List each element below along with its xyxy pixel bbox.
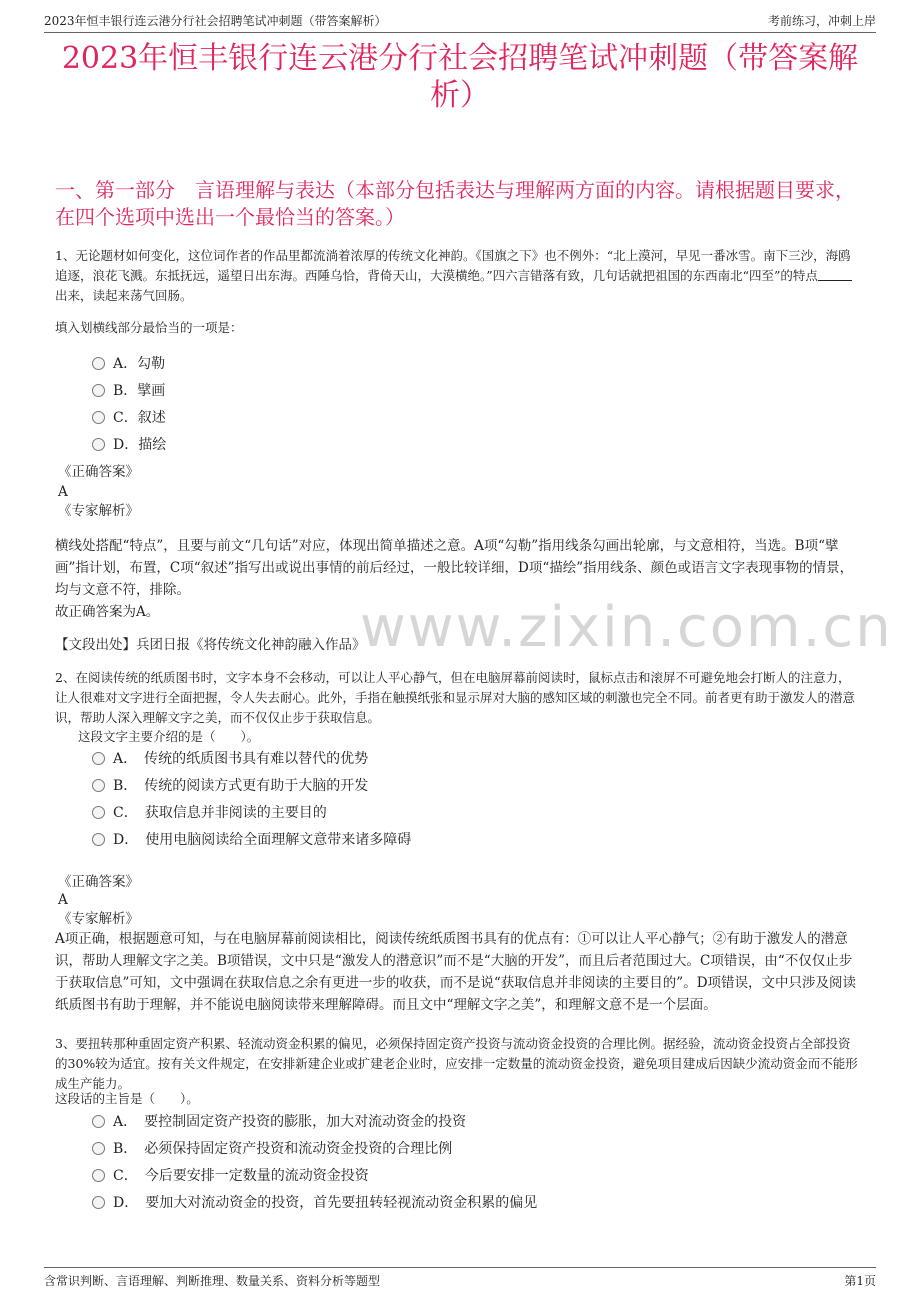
page-header xyxy=(44,12,876,33)
q1-source: 【文段出处】兵团日报《将传统文化神韵融入作品》 xyxy=(55,637,366,653)
radio-icon[interactable] xyxy=(92,438,105,451)
q1-conclusion: 故正确答案为A。 xyxy=(55,604,160,620)
radio-icon[interactable] xyxy=(92,1169,105,1182)
section-heading: 一、第一部分 言语理解与表达（本部分包括表达与理解两方面的内容。请根据题目要求，在四个选项中选出一个最恰当的答案。） xyxy=(55,178,855,229)
radio-icon[interactable] xyxy=(92,779,105,792)
q3-text: 3、要扭转那种重固定资产积累、轻流动资金积累的偏见，必须保持固定资产投资与流动资金投资的合理比例。据经验，流动资金投资占全部投资的30%较为适宜。按有关文件规定，在安排新建企业或扩建老企业时，应安排一定数量的流动资金投资，避免项目建成后因缺少流动资金而不能形成生产能力。 xyxy=(55,1036,858,1091)
q2-option-d[interactable]: D． 使用电脑阅读给全面理解文意带来诸多障碍 xyxy=(92,830,411,850)
q2-analysis-label: 《专家解析》 xyxy=(58,911,139,927)
q1-option-a[interactable]: A．勾勒 xyxy=(92,354,165,374)
q1-text xyxy=(55,246,860,306)
q1-analysis-label: 《专家解析》 xyxy=(58,503,139,519)
radio-icon[interactable] xyxy=(92,1142,105,1155)
q3-option-b[interactable]: B． 必须保持固定资产投资和流动资金投资的合理比例 xyxy=(92,1139,452,1159)
q1-answer: A xyxy=(58,484,68,500)
q3-prompt: 这段话的主旨是（ ）。 xyxy=(55,1091,199,1106)
q2-analysis: A项正确，根据题意可知，与在电脑屏幕前阅读相比，阅读传统纸质图书具有的优点有：①可以让人平心静气；②有助于激发人的潜意识，帮助人理解文字之美。B项错误，文中只是“激发人的潜意识”而不是“大脑的开发”，而且后者范围过大。C项错误，由“不仅仅止步于获取信息”可知，文中强调在获取信息之余有更进一步的收获，而不是说“获取信息并非阅读的主要目的”。D项错误，文中只涉及阅读纸质图书有助于理解，并不能说电脑阅读带来理解障碍。而且文中“理解文字之美”，和理解文意不是一个层面。 xyxy=(55,931,857,1013)
q1-text-b: 出来，读起来荡气回肠。 xyxy=(55,288,193,303)
q2-option-b[interactable]: B． 传统的阅读方式更有助于大脑的开发 xyxy=(92,776,368,796)
page-number: 第1页 xyxy=(844,1274,876,1288)
document-title: 2023年恒丰银行连云港分行社会招聘笔试冲刺题（带答案解析） xyxy=(61,41,859,113)
q1-option-b[interactable]: B．擘画 xyxy=(92,381,165,401)
q1-analysis: 横线处搭配“特点”，且要与前文“几句话”对应，体现出简单描述之意。A项“勾勒”指用线条勾画出轮廓，与文意相符，当选。B项“擘画”指计划，布置，C项“叙述”指写出或说出事情的前后经过，一般比较详细，D项“描绘”指用线条、颜色或语言文字表现事物的情景，均与文意不符，排除。 xyxy=(55,538,854,598)
radio-icon[interactable] xyxy=(92,384,105,397)
radio-icon[interactable] xyxy=(92,833,105,846)
q2-prompt: 这段文字主要介绍的是（ ）。 xyxy=(78,729,260,744)
radio-icon[interactable] xyxy=(92,411,105,424)
q1-blank xyxy=(818,268,852,281)
q2-option-c[interactable]: C． 获取信息并非阅读的主要目的 xyxy=(92,803,327,823)
q2-answer-label: 《正确答案》 xyxy=(58,874,139,890)
radio-icon[interactable] xyxy=(92,806,105,819)
radio-icon[interactable] xyxy=(92,752,105,765)
q1-prompt: 填入划横线部分最恰当的一项是： xyxy=(55,320,243,335)
q2-text: 2、在阅读传统的纸质图书时，文字本身不会移动，可以让人平心静气，但在电脑屏幕前阅读时，鼠标点击和滚屏不可避免地会打断人的注意力，让人很难对文字进行全面把握，令人失去耐心。此外，手指在触摸纸张和显示屏对大脑的感知区域的刺激也完全不同。前者更有助于激发人的潜意识，帮助人深入理解文字之美，而不仅仅止步于获取信息。 xyxy=(55,670,856,725)
q1-text-a: 1、无论题材如何变化，这位词作者的作品里都流淌着浓厚的传统文化神韵。《国旗之下》也不例外：“北上漠河，早见一番冰雪。南下三沙，海鸥追逐，浪花飞溅。东抵抚远，遥望日出东海。西陲乌恰，背倚天山，大漠横绝。”四六言错落有致，几句话就把祖国的东西南北“四至”的特点 xyxy=(55,248,851,283)
radio-icon[interactable] xyxy=(92,357,105,370)
header-title: 2023年恒丰银行连云港分行社会招聘笔试冲刺题（带答案解析） xyxy=(44,14,387,28)
q1-option-c[interactable]: C．叙述 xyxy=(92,408,166,428)
page-footer xyxy=(44,1267,876,1288)
q3-option-a[interactable]: A． 要控制固定资产投资的膨胀，加大对流动资金的投资 xyxy=(92,1112,466,1132)
watermark: www.zixin.com.cn xyxy=(360,595,893,660)
radio-icon[interactable] xyxy=(92,1115,105,1128)
q3-option-c[interactable]: C． 今后要安排一定数量的流动资金投资 xyxy=(92,1166,369,1186)
q2-option-a[interactable]: A． 传统的纸质图书具有难以替代的优势 xyxy=(92,749,368,769)
radio-icon[interactable] xyxy=(92,1196,105,1209)
q1-answer-label: 《正确答案》 xyxy=(58,464,139,480)
q1-option-d[interactable]: D．描绘 xyxy=(92,435,166,455)
footer-topics: 含常识判断、言语理解、判断推理、数量关系、资料分析等题型 xyxy=(44,1274,381,1288)
header-slogan: 考前练习，冲刺上岸 xyxy=(767,14,876,28)
q3-option-d[interactable]: D． 要加大对流动资金的投资，首先要扭转轻视流动资金积累的偏见 xyxy=(92,1193,537,1213)
q2-answer: A xyxy=(58,892,68,908)
